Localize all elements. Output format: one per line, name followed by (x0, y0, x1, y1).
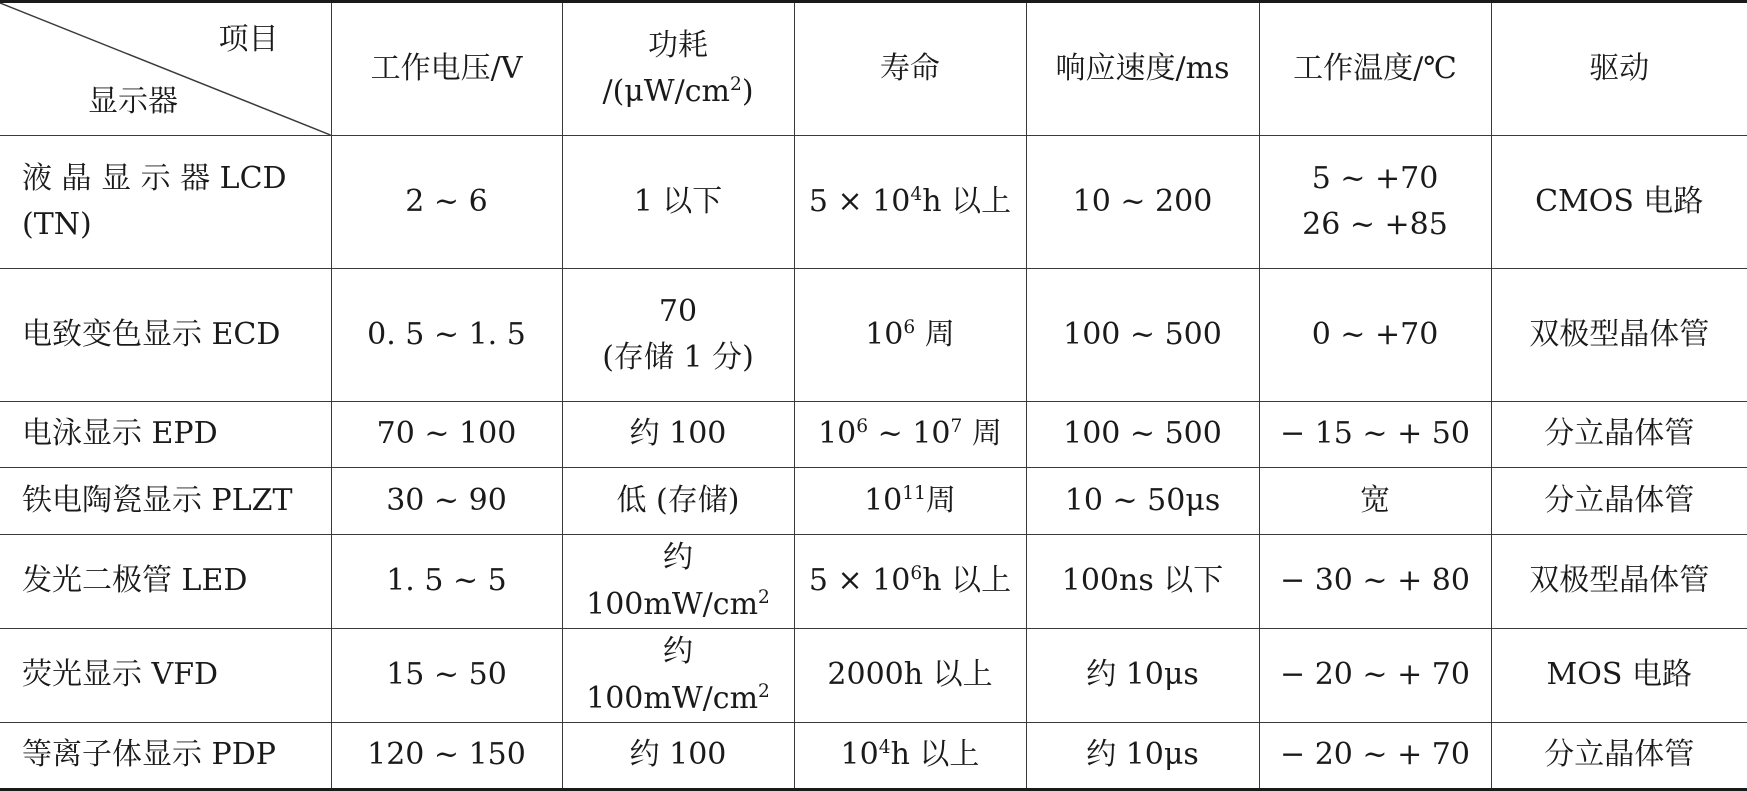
header-temperature: 工作温度/℃ (1259, 2, 1491, 136)
row-voltage-cell: 15 ~ 50 (331, 629, 562, 723)
header-row (0, 2, 1747, 136)
header-display-label: 显示器 (88, 83, 178, 119)
life-suffix: h 以上 (890, 737, 980, 773)
power-value: 约 100mW/cm (586, 540, 759, 622)
row-name-cell: 等离子体显示 PDP (0, 723, 331, 790)
row-name-line2: (TN) (22, 207, 92, 242)
life-base: 10 (865, 316, 904, 352)
header-item-label: 项目 (218, 22, 279, 57)
life-range-upper-exponent: 7 (950, 416, 963, 438)
table-row-vfd (0, 629, 1747, 723)
life-exponent: 11 (902, 482, 926, 504)
row-power-cell: 低 (存储) (562, 468, 794, 535)
row-life-cell (794, 136, 1026, 269)
row-drive-cell: 分立晶体管 (1491, 723, 1747, 790)
row-voltage-cell: 2 ~ 6 (331, 136, 562, 269)
row-temperature-cell: − 20 ~ + 70 (1259, 723, 1491, 790)
row-voltage-cell: 70 ~ 100 (331, 402, 562, 468)
row-name-cell: 铁电陶瓷显示 PLZT (0, 468, 331, 535)
row-life-cell (794, 269, 1026, 402)
row-name-cell: 荧光显示 VFD (0, 629, 331, 723)
row-power-cell (562, 269, 794, 402)
row-name-cell (0, 136, 331, 269)
row-temperature-cell: − 15 ~ + 50 (1259, 402, 1491, 468)
row-power-cell: 约 100 (562, 402, 794, 468)
life-base: 10 (840, 737, 879, 773)
life-suffix: h 以上 (922, 183, 1012, 219)
table-row-lcd (0, 136, 1747, 269)
header-life: 寿命 (794, 2, 1026, 136)
diagonal-header-cell (0, 2, 331, 136)
row-response-cell: 100 ~ 500 (1026, 269, 1259, 402)
row-power-cell (562, 535, 794, 629)
row-drive-cell: 双极型晶体管 (1491, 269, 1747, 402)
header-power-line1: 功耗 (648, 27, 708, 63)
row-temperature-cell: 0 ~ +70 (1259, 269, 1491, 402)
row-power-cell: 1 以下 (562, 136, 794, 269)
header-power (562, 2, 794, 136)
row-temperature-cell: − 20 ~ + 70 (1259, 629, 1491, 723)
row-response-cell: 100 ~ 500 (1026, 402, 1259, 468)
row-life-cell (794, 402, 1026, 468)
life-exponent: 4 (910, 183, 923, 205)
row-temperature-cell: − 30 ~ + 80 (1259, 535, 1491, 629)
row-name-cell: 电致变色显示 ECD (0, 269, 331, 402)
life-suffix: 周 (925, 482, 956, 518)
row-power-cell (562, 629, 794, 723)
row-name-cell: 发光二极管 LED (0, 535, 331, 629)
row-drive-cell: 分立晶体管 (1491, 468, 1747, 535)
power-line2: (存储 1 分) (602, 340, 754, 375)
power-line1: 70 (658, 293, 698, 329)
header-drive: 驱动 (1491, 2, 1747, 136)
life-exponent: 4 (878, 737, 891, 759)
row-temperature-cell (1259, 136, 1491, 269)
row-power-cell: 约 100 (562, 723, 794, 790)
header-power-unit-close: ) (741, 74, 754, 109)
life-exponent: 6 (903, 316, 916, 338)
temperature-line1: 5 ~ +70 (1311, 160, 1439, 196)
row-life-cell: 2000h 以上 (794, 629, 1026, 723)
row-voltage-cell: 0. 5 ~ 1. 5 (331, 269, 562, 402)
row-temperature-cell: 宽 (1259, 468, 1491, 535)
table-row-plzt (0, 468, 1747, 535)
row-voltage-cell: 120 ~ 150 (331, 723, 562, 790)
row-name-cell: 电泳显示 EPD (0, 402, 331, 468)
header-power-line2 (569, 69, 788, 116)
row-life-cell (794, 535, 1026, 629)
row-response-cell: 约 10μs (1026, 723, 1259, 790)
row-voltage-cell: 30 ~ 90 (331, 468, 562, 535)
row-life-cell (794, 468, 1026, 535)
temperature-line2: 26 ~ +85 (1302, 207, 1448, 242)
power-value: 约 100mW/cm (586, 634, 759, 716)
row-name-line1: 液 晶 显 示 器 LCD (22, 160, 287, 196)
life-suffix: 周 (915, 316, 955, 352)
table-row-epd (0, 402, 1747, 468)
table-row-led (0, 535, 1747, 629)
table-row-ecd (0, 269, 1747, 402)
row-response-cell: 10 ~ 50μs (1026, 468, 1259, 535)
life-base: 5 × 10 (808, 183, 911, 219)
row-drive-cell: 双极型晶体管 (1491, 535, 1747, 629)
header-response: 响应速度/ms (1026, 2, 1259, 136)
life-base: 10 (864, 482, 903, 518)
life-base: 10 (818, 416, 857, 452)
life-exponent: 6 (910, 563, 923, 585)
power-unit-exponent: 2 (758, 586, 770, 608)
life-suffix: 周 (962, 416, 1002, 452)
header-power-unit-text: /(μW/cm (602, 74, 730, 109)
header-voltage: 工作电压/V (331, 2, 562, 136)
life-suffix: h 以上 (922, 563, 1012, 599)
row-voltage-cell: 1. 5 ~ 5 (331, 535, 562, 629)
header-power-unit-sup: 2 (729, 74, 742, 95)
life-base: 5 × 10 (808, 563, 911, 599)
row-response-cell: 10 ~ 200 (1026, 136, 1259, 269)
row-response-cell: 约 10μs (1026, 629, 1259, 723)
power-unit-exponent: 2 (758, 680, 770, 702)
life-exponent: 6 (856, 416, 869, 438)
row-drive-cell: 分立晶体管 (1491, 402, 1747, 468)
row-drive-cell: MOS 电路 (1491, 629, 1747, 723)
row-response-cell: 100ns 以下 (1026, 535, 1259, 629)
row-drive-cell: CMOS 电路 (1491, 136, 1747, 269)
life-range-upper-base: ~ 10 (868, 416, 951, 452)
